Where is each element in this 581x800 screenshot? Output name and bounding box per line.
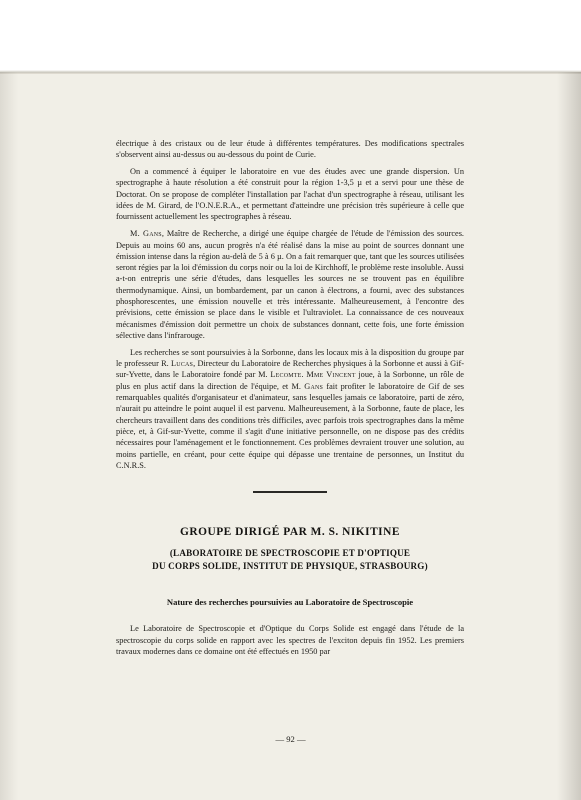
paragraph-spectrographe: On a commencé à équiper le laboratoire en vue des études avec une grande dispersion. Un spectrographe à haute résolution a été construit pour la région 1-3,5 µ et a servi pour une thèse de Doctorat. On se propose de compléter l'installation par l'achat d'un spectrographe à réseau, utilisant les idées de M. Girard, de l'O.N.E.R.A., et permettant d'atteindre une précision très supérieure à celle que fournissent actuellement les spectrographes à réseau. (116, 167, 464, 222)
sorbonne-text-3: . (301, 370, 307, 380)
paragraph-laboratoire: Le Laboratoire de Spectroscopie et d'Optique du Corps Solide est engagé dans l'étude de la spectroscopie du corps solide en rapport avec les spectres de l'exciton depuis fin 1952. Les premiers travaux modernes dans ce domaine ont été effectués en 1950 par (116, 624, 464, 656)
sorbonne-text-4: joue, à la Sorbonne, un rôle de plus en plus actif dans la direction de l'équipe, et M. (116, 370, 464, 391)
group-title: GROUPE DIRIGÉ PAR M. S. NIKITINE (180, 525, 400, 538)
paragraph-gans (116, 228, 464, 341)
page-top-edge (0, 70, 581, 74)
page-right-shadow (557, 72, 581, 800)
page-body (116, 138, 464, 663)
paragraph-sorbonne (116, 347, 464, 471)
paragraph-electrique: électrique à des cristaux ou de leur étude à différentes températures. Des modifications spectrales s'observent ainsi au-dessus ou au-dessous du point de Curie. (116, 139, 464, 160)
paragraph-gans-text: , Maître de Recherche, a dirigé une équipe chargée de l'étude de l'émission des sources. Depuis au moins 60 ans, aucun progrès n'a été réalisé dans la mise au point de sources donnant une émission intense dans la région au-delà de 5 à 6 µ. On a fait remarquer que, tant que les sources utilisées seront régies par la loi d'émission du corps noir ou la loi de Kirchhoff, le problème reste insoluble. Aussi a-t-on entrepris une série d'études, dans lesquelles les sources ne se trouvent pas en équilibre thermodynamique. Ainsi, un bombardement, par un canon à électrons, a fourni, avec des substances phosphorescentes, une émission nouvelle et très intéressante. Malheureusement, à l'encontre des prévisions, cette émission se place dans le visible et l'ultraviolet. La connaissance de ces nouveaux mécanismes d'émission doit permettre un choix de substances donnant, cette fois, une forte émission sélective dans l'infrarouge. (116, 229, 464, 340)
page-number: — 92 — (275, 734, 306, 744)
name-lecomte: Lecomte (270, 370, 302, 380)
name-gans-2: Gans (304, 381, 324, 391)
section-divider (253, 491, 327, 493)
name-lucas: Lucas (171, 359, 194, 369)
laboratory-title (116, 547, 464, 573)
name-vincent: Mme Vincent (306, 370, 356, 380)
sorbonne-text-5: fait profiter le laboratoire de Gif de ses remarquables qualités d'organisateur et d'animateur, sans lesquelles jamais ce laboratoire, parti de zéro, n'aurait pu atteindre le point auquel il est parvenu. Malheureusement, à la Sorbonne, faute de place, les chercheurs travaillent dans des conditions très difficiles, avec parfois trois spectrographes dans la même pièce, et, à Gif-sur-Yvette, comme il s'agit d'une initiative personnelle, on ne dispose pas des crédits nécessaires pour l'aménagement et le fonctionnement. Ces problèmes devraient trouver une solution, au moins partielle, en créant, pour cette équipe qui dépasse une trentaine de personnes, un Institut du C.N.R.S. (116, 381, 464, 470)
laboratory-title-line-2: DU CORPS SOLIDE, INSTITUT DE PHYSIQUE, STRASBOURG) (152, 560, 428, 571)
scan-background-top (0, 0, 581, 72)
sorbonne-text-1: Les recherches se sont poursuivies à la Sorbonne, dans les locaux mis à la disposition du groupe par le professeur R. (116, 347, 464, 369)
sorbonne-text-2: , Directeur du Laboratoire de Recherches physiques à la Sorbonne et aussi à Gif-sur-Yvette, dans le Laboratoire fondé par M. (116, 359, 464, 380)
laboratory-title-line-1: (LABORATOIRE DE SPECTROSCOPIE ET D'OPTIQUE (169, 547, 411, 558)
name-gans: M. Gans (130, 229, 162, 239)
section-subtitle: Nature des recherches poursuivies au Laboratoire de Spectroscopie (166, 596, 414, 607)
page-left-shadow (0, 72, 18, 800)
